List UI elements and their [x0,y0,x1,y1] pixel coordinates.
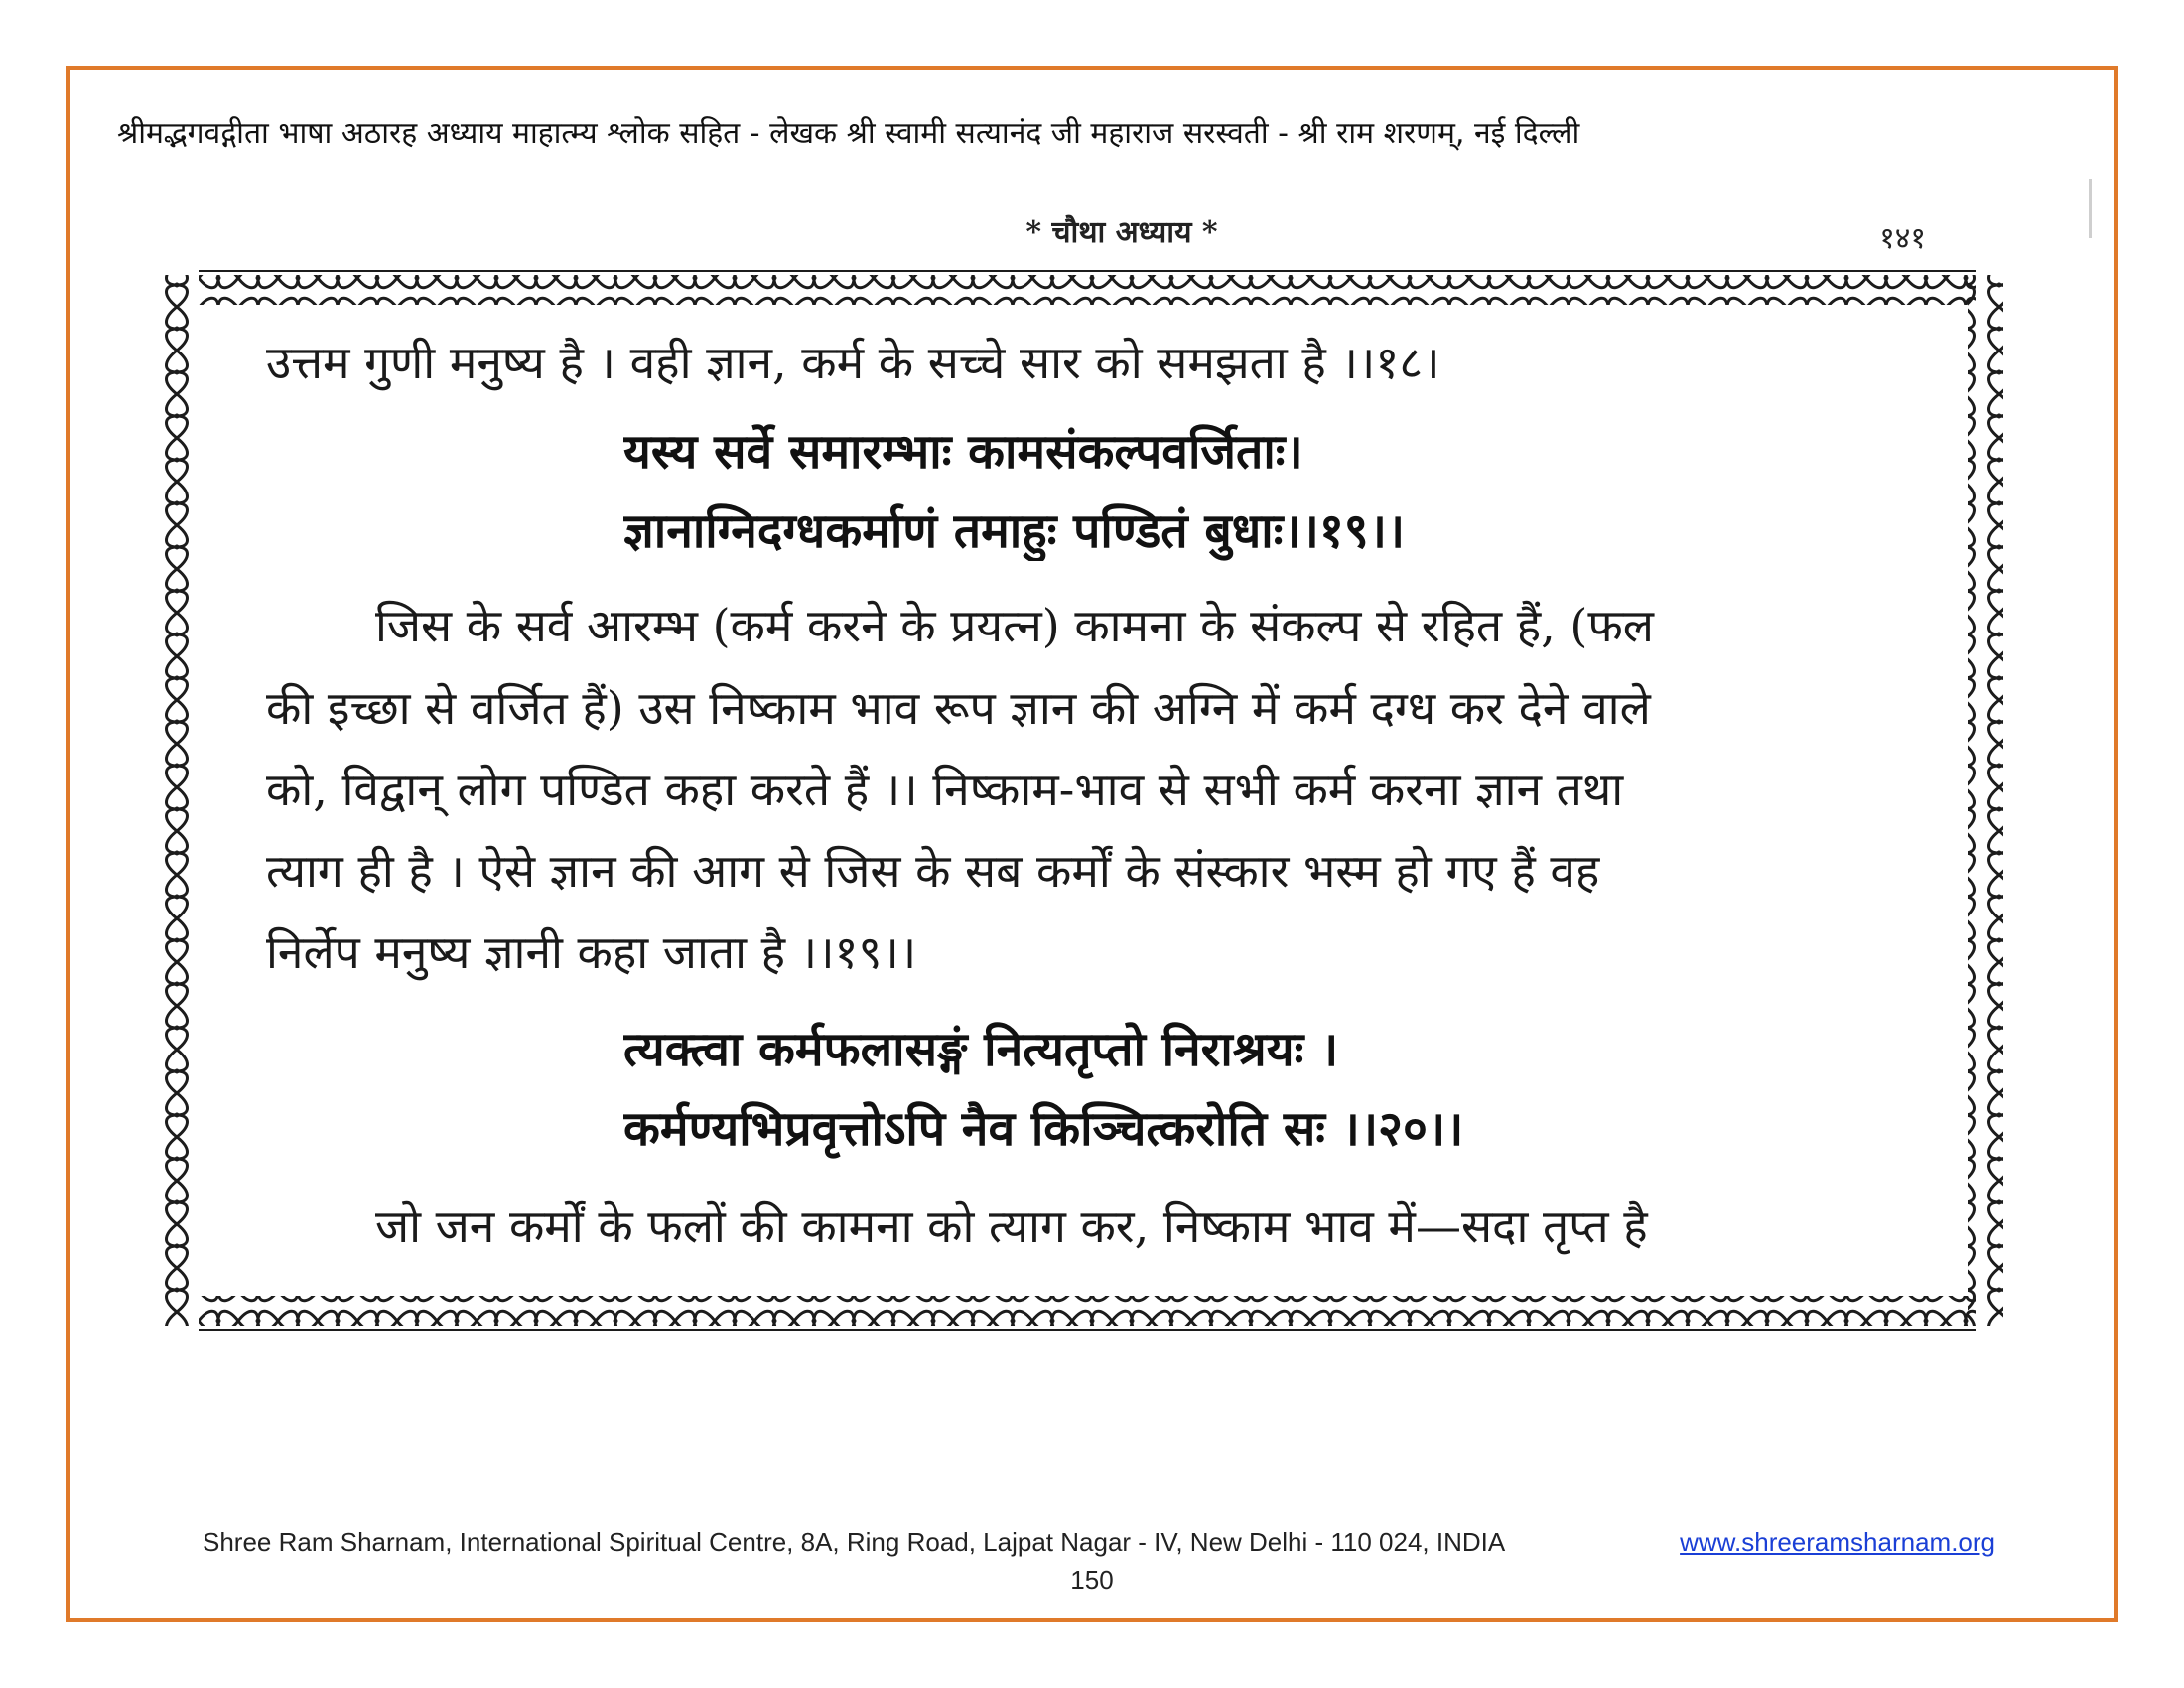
footer-page-number: 150 [1070,1565,1114,1595]
scanned-page-panel [159,263,2010,1337]
prose-line: को, विद्वान् लोग पण्डित कहा करते हैं ।। निष्काम-भाव से सभी कर्म करना ज्ञान तथा [266,763,1624,816]
prose-line: निर्लेप मनुष्य ज्ञानी कहा जाता है ।।१९।। [266,925,917,979]
scanned-text-body [266,263,1914,1337]
chapter-heading: * चौथा अध्याय * [1025,215,1218,250]
verse-line: ज्ञानाग्निदग्धकर्माणं तमाहुः पण्डितं बुधाः।।१९।। [623,503,1406,559]
prose-line: त्याग ही है । ऐसे ज्ञान की आग से जिस के सब कर्मों के संस्कार भस्म हो गए हैं वह [266,844,1600,898]
scanned-page-number: १४१ [1879,221,1926,256]
verse-line: कर्मण्यभिप्रवृत्तोऽपि नैव किञ्चित्करोति सः ।।२०।। [623,1101,1464,1157]
verse-line: यस्य सर्वे समारम्भाः कामसंकल्पवर्जिताः। [623,424,1303,480]
verse-line: त्यक्त्वा कर्मफलासङ्गं नित्यतृप्तो निराश्रयः । [623,1022,1339,1077]
scan-edge-mark [2089,179,2092,238]
prose-line: उत्तम गुणी मनुष्य है । वही ज्ञान, कर्म के सच्चे सार को समझता है ।।१८। [266,336,1440,389]
footer-address: Shree Ram Sharnam, International Spiritual Centre, 8A, Ring Road, Lajpat Nagar - IV, New Delhi - 110 024, INDIA [203,1527,1506,1557]
document-header-title: श्रीमद्भगवद्गीता भाषा अठारह अध्याय माहात्म्य श्लोक सहित - लेखक श्री स्वामी सत्यानंद जी महाराज सरस्वती - श्री राम शरणम्, नई दिल्ली [117,116,1580,151]
prose-line: की इच्छा से वर्जित हैं) उस निष्काम भाव रूप ज्ञान की अग्नि में कर्म दग्ध कर देने वाले [266,681,1651,735]
prose-line: जो जन कर्मों के फलों की कामना को त्याग कर, निष्काम भाव में—सदा तृप्त है [375,1199,1648,1253]
footer-website-link[interactable]: www.shreeramsharnam.org [1680,1527,1995,1557]
prose-line: जिस के सर्व आरम्भ (कर्म करने के प्रयत्न) कामना के संकल्प से रहित हैं, (फल [375,599,1654,652]
